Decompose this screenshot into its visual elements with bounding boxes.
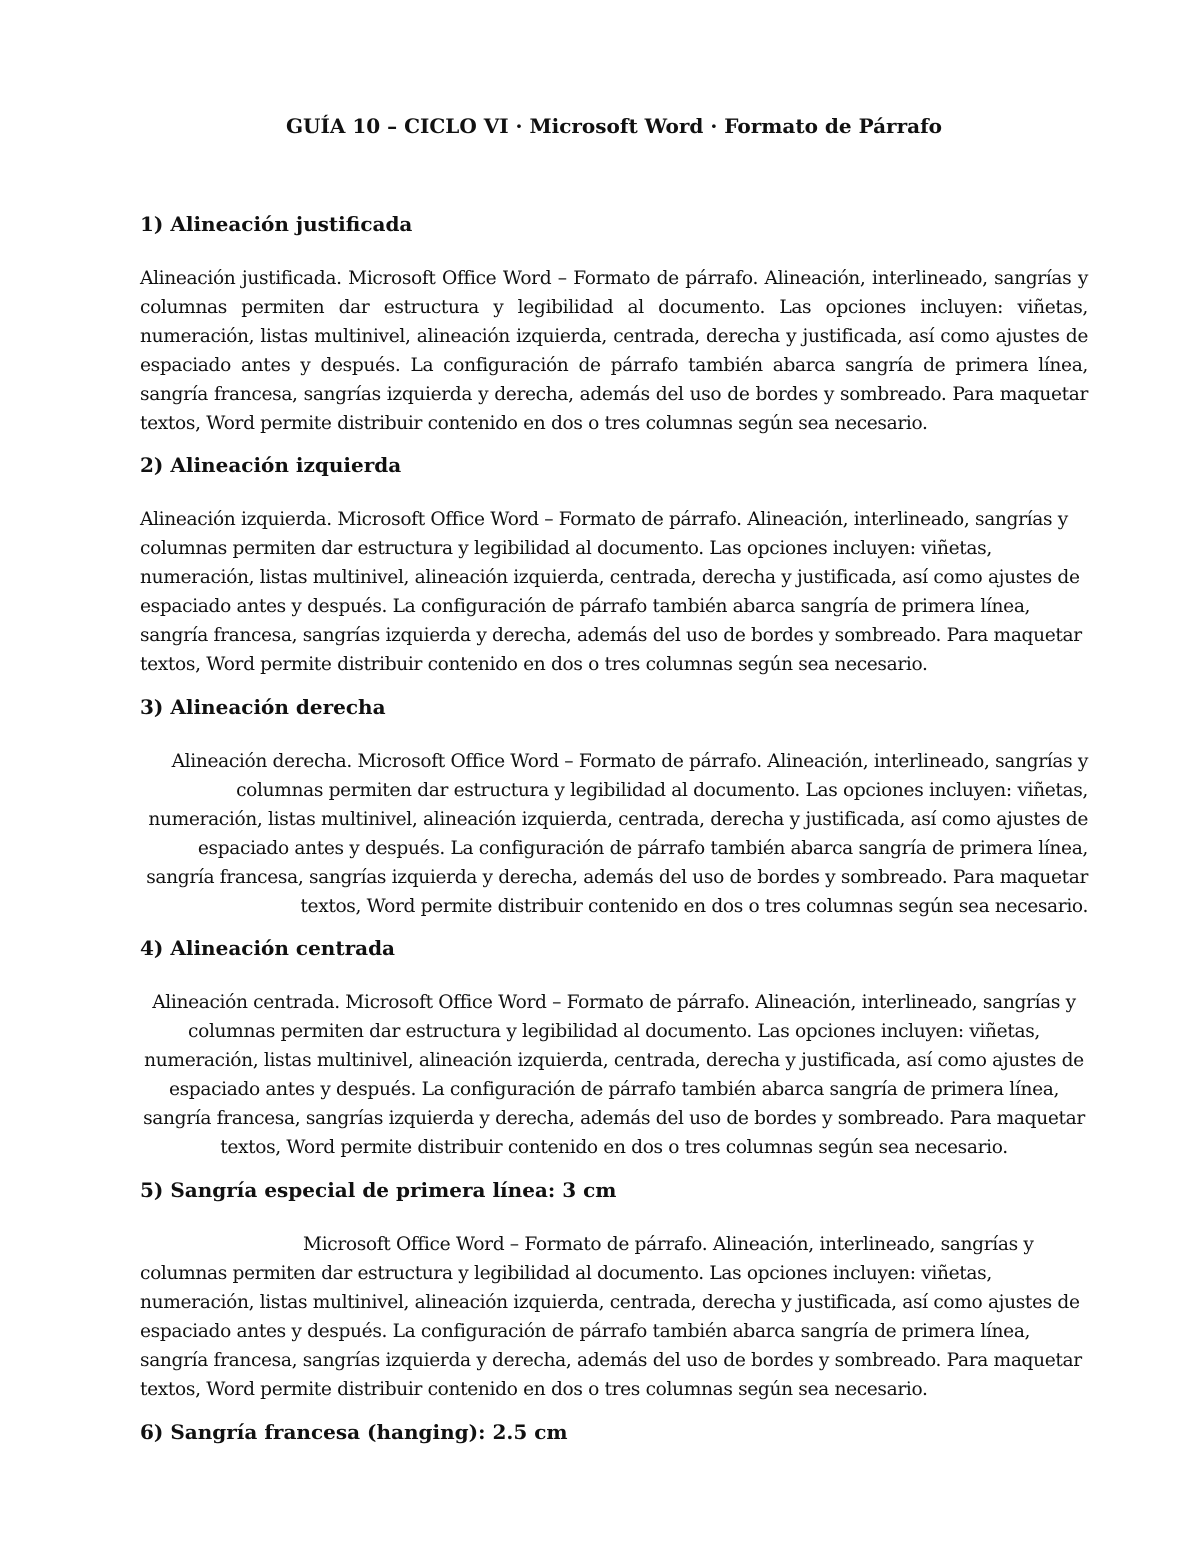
section-paragraph: Alineación derecha. Microsoft Office Word – Formato de párrafo. Alineación, interlineado, sangrías y columnas permiten dar estructura y legibilidad al documento. Las opciones incluyen: viñetas, numeración, listas multinivel, alineación izquierda, centrada, derecha y justificada, así como ajustes de espaciado antes y después. La configuración de párrafo también abarca sangría de primera línea, sangría francesa, sangrías izquierda y derecha, además del uso de bordes y sombreado. Para maquetar textos, Word permite distribuir contenido en dos o tres columnas según sea necesario. <box>146 751 1088 917</box>
section-left <box>140 451 1088 679</box>
section-heading: 4) Alineación centrada <box>140 936 396 960</box>
document-title: GUÍA 10 – CICLO VI · Microsoft Word · Formato de Párrafo <box>285 114 943 138</box>
section-paragraph: Alineación izquierda. Microsoft Office Word – Formato de párrafo. Alineación, interlineado, sangrías y columnas permiten dar estructura y legibilidad al documento. Las opciones incluyen: viñetas, numeración, listas multinivel, alineación izquierda, centrada, derecha y justificada, así como ajustes de espaciado antes y después. La configuración de párrafo también abarca sangría de primera línea, sangría francesa, sangrías izquierda y derecha, además del uso de bordes y sombreado. Para maquetar textos, Word permite distribuir contenido en dos o tres columnas según sea necesario. <box>140 509 1082 675</box>
section-heading: 5) Sangría especial de primera línea: 3 cm <box>140 1178 617 1202</box>
section-heading: 2) Alineación izquierda <box>140 453 402 477</box>
section-first-line-indent <box>140 1176 1088 1404</box>
section-hanging-indent <box>140 1418 1088 1446</box>
section-heading: 3) Alineación derecha <box>140 695 386 719</box>
section-right <box>140 693 1088 921</box>
section-paragraph: Alineación justificada. Microsoft Office Word – Formato de párrafo. Alineación, interlineado, sangrías y columnas permiten dar estructura y legibilidad al documento. Las opciones incluyen: viñetas, numeración, listas multinivel, alineación izquierda, centrada, derecha y justificada, así como ajustes de espaciado antes y después. La configuración de párrafo también abarca sangría de primera línea, sangría francesa, sangrías izquierda y derecha, además del uso de bordes y sombreado. Para maquetar textos, Word permite distribuir contenido en dos o tres columnas según sea necesario. <box>140 268 1088 434</box>
section-heading: 6) Sangría francesa (hanging): 2.5 cm <box>140 1420 568 1444</box>
section-heading: 1) Alineación justificada <box>140 212 413 236</box>
section-centered <box>140 934 1088 1162</box>
section-paragraph: Microsoft Office Word – Formato de párrafo. Alineación, interlineado, sangrías y columnas permiten dar estructura y legibilidad al documento. Las opciones incluyen: viñetas, numeración, listas multinivel, alineación izquierda, centrada, derecha y justificada, así como ajustes de espaciado antes y después. La configuración de párrafo también abarca sangría de primera línea, sangría francesa, sangrías izquierda y derecha, además del uso de bordes y sombreado. Para maquetar textos, Word permite distribuir contenido en dos o tres columnas según sea necesario. <box>140 1234 1082 1400</box>
section-justified <box>140 210 1088 438</box>
section-paragraph: Alineación centrada. Microsoft Office Word – Formato de párrafo. Alineación, interlineado, sangrías y columnas permiten dar estructura y legibilidad al documento. Las opciones incluyen: viñetas, numeración, listas multinivel, alineación izquierda, centrada, derecha y justificada, así como ajustes de espaciado antes y después. La configuración de párrafo también abarca sangría de primera línea, sangría francesa, sangrías izquierda y derecha, además del uso de bordes y sombreado. Para maquetar textos, Word permite distribuir contenido en dos o tres columnas según sea necesario. <box>143 992 1085 1158</box>
